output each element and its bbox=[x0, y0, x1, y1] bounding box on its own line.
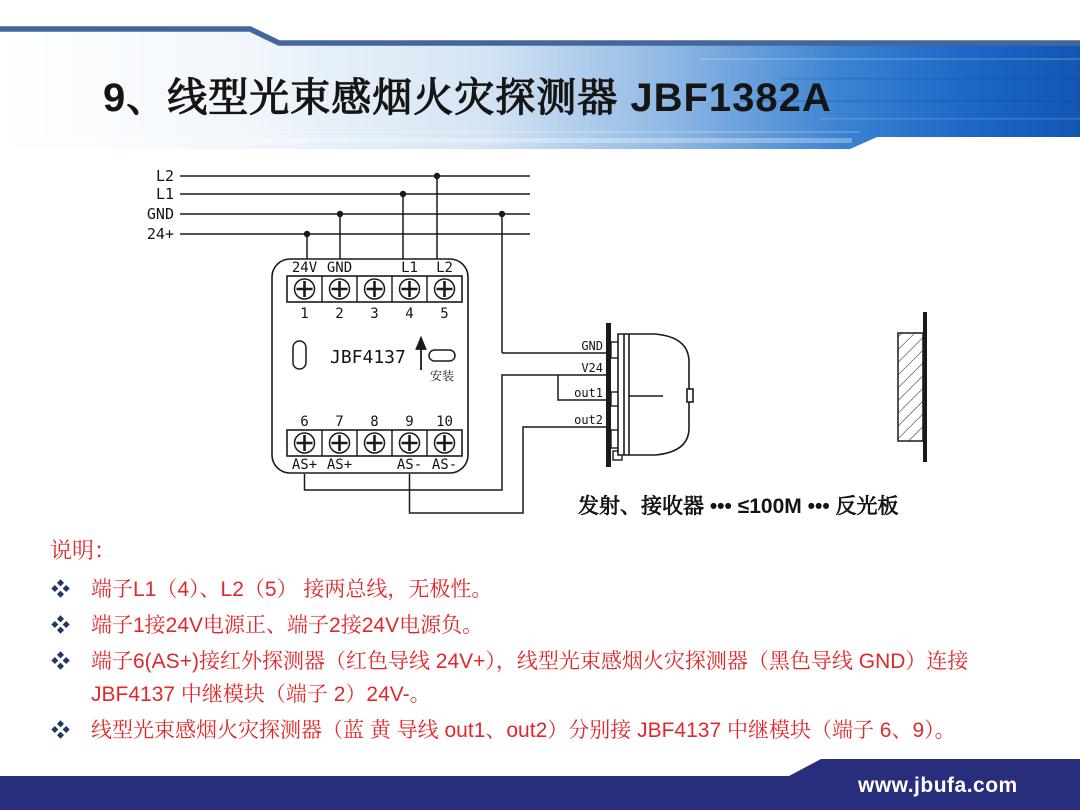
reflector-panel bbox=[898, 333, 923, 441]
diamond-bullet-icon bbox=[51, 651, 69, 669]
note-item bbox=[50, 609, 1035, 642]
detector-pin-labels bbox=[574, 339, 603, 427]
terminal-number: 10 bbox=[436, 414, 453, 430]
pin-label-v24: V24 bbox=[581, 361, 603, 375]
terminal-number: 2 bbox=[335, 306, 344, 322]
terminal-number: 7 bbox=[335, 414, 344, 430]
note-item bbox=[50, 573, 1035, 606]
terminal-number: 1 bbox=[300, 306, 309, 322]
diamond-bullet-icon bbox=[51, 579, 69, 597]
diamond-bullet-icon bbox=[51, 615, 69, 633]
pin-label-gnd: GND bbox=[581, 339, 603, 353]
bus-lines bbox=[180, 176, 530, 234]
notes-section bbox=[50, 534, 1035, 750]
detector-mounting-plate bbox=[606, 323, 611, 467]
pin-label-out2: out2 bbox=[574, 413, 603, 427]
terminal-number: 5 bbox=[440, 306, 449, 322]
beam-detector-body bbox=[618, 334, 693, 455]
terminal-number: 3 bbox=[370, 306, 379, 322]
terminal-label: AS- bbox=[431, 457, 458, 473]
bus-labels bbox=[147, 167, 174, 243]
pin-label-out1: out1 bbox=[574, 386, 603, 400]
note-item bbox=[50, 714, 1035, 747]
notes-heading: 说明： bbox=[50, 538, 117, 563]
terminal-number: 8 bbox=[370, 414, 379, 430]
diamond-bullet-icon bbox=[51, 720, 69, 738]
junction-dots bbox=[304, 173, 505, 237]
distance-caption: 发射、接收器 ••• ≤100M ••• 反光板 bbox=[578, 495, 899, 518]
bus-label-l2: L2 bbox=[155, 167, 174, 185]
note-item bbox=[50, 645, 1035, 711]
bus-label-gnd: GND bbox=[146, 205, 174, 223]
terminal-label: L1 bbox=[401, 260, 418, 276]
module-name: JBF4137 bbox=[330, 347, 406, 368]
terminal-number: 4 bbox=[405, 306, 414, 322]
terminal-label: GND bbox=[326, 260, 353, 276]
bus-label-24p: 24+ bbox=[146, 225, 174, 243]
footer-url: www.jbufa.com bbox=[858, 774, 1018, 797]
terminal-number: 6 bbox=[300, 414, 309, 430]
install-label: 安装 bbox=[429, 369, 455, 383]
page-title: 9、线型光束感烟火灾探测器 JBF1382A bbox=[103, 76, 832, 120]
note-text: 端子L1（4）、L2（5） 接两总线，无极性。 bbox=[91, 578, 493, 601]
note-text: 线型光束感烟火灾探测器（蓝 黄 导线 out1、out2）分别接 JBF4137 中继模块（端子 6、9）。 bbox=[91, 719, 956, 742]
terminal-label: AS+ bbox=[291, 457, 318, 473]
terminal-label: AS+ bbox=[326, 457, 353, 473]
terminal-label: AS- bbox=[396, 457, 423, 473]
terminal-label: L2 bbox=[436, 260, 453, 276]
note-text: 端子6(AS+)接红外探测器（红色导线 24V+），线型光束感烟火灾探测器（黑色导线 GND）连接 JBF4137 中继模块（端子 2）24V-。 bbox=[91, 650, 969, 706]
note-text: 端子1接24V电源正、端子2接24V电源负。 bbox=[91, 614, 484, 637]
bus-label-l1: L1 bbox=[155, 185, 174, 203]
terminal-label: 24V bbox=[291, 260, 318, 276]
terminal-number: 9 bbox=[405, 414, 414, 430]
